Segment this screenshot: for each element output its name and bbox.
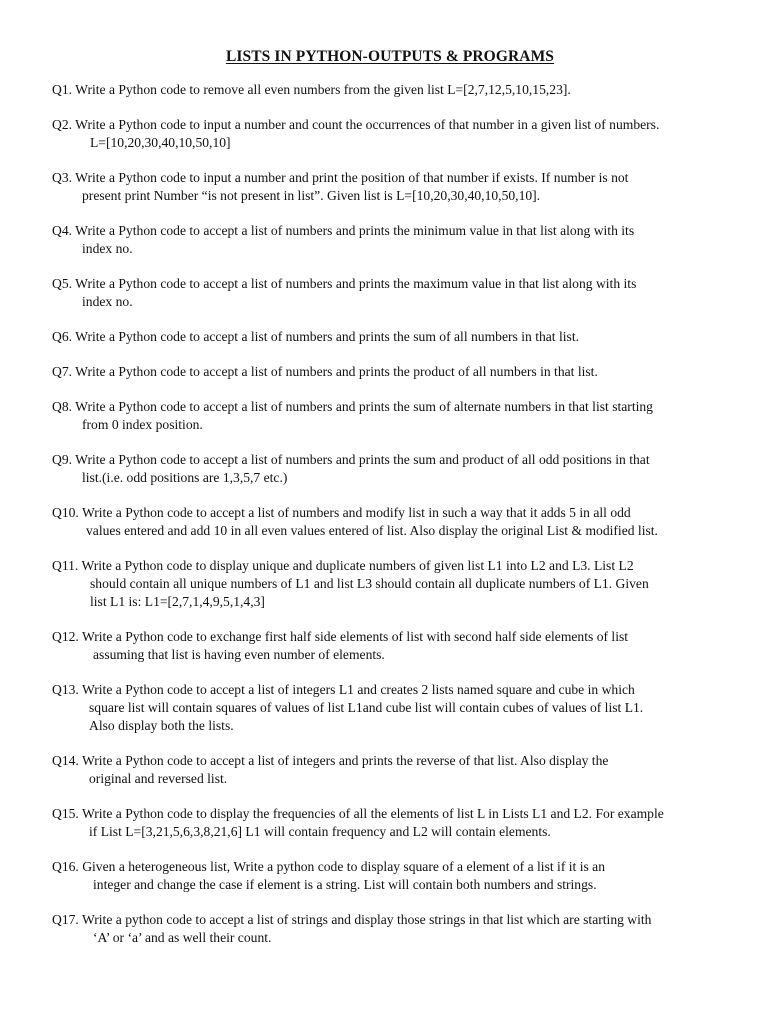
question-8-line-2: from 0 index position.: [82, 417, 203, 432]
question-14-line-2: original and reversed list.: [89, 771, 228, 786]
question-13-line-3: Also display both the lists.: [89, 718, 234, 733]
question-12: [52, 628, 728, 664]
question-2-line-1: Q2. Write a Python code to input a number and count the occurrences of that number in a given list of numbers.: [52, 117, 660, 132]
question-8-line-1: Q8. Write a Python code to accept a list of numbers and prints the sum of alternate numbers in that list starting: [52, 399, 653, 414]
question-3: [52, 169, 728, 205]
question-15-line-2: if List L=[3,21,5,6,3,8,21,6] L1 will contain frequency and L2 will contain elements.: [89, 824, 551, 839]
question-2: [52, 116, 728, 152]
question-17-line-2: ‘A’ or ‘a’ and as well their count.: [93, 930, 272, 945]
question-7: [52, 363, 728, 381]
question-6-line-1: Q6. Write a Python code to accept a list of numbers and prints the sum of all numbers in that list.: [52, 329, 579, 344]
question-5-line-2: index no.: [82, 294, 133, 309]
question-14-line-1: Q14. Write a Python code to accept a list of integers and prints the reverse of that list. Also display the: [52, 753, 609, 768]
question-9-line-2: list.(i.e. odd positions are 1,3,5,7 etc.): [82, 470, 288, 485]
question-9-line-1: Q9. Write a Python code to accept a list of numbers and prints the sum and product of all odd positions in that: [52, 452, 650, 467]
question-8: [52, 398, 728, 434]
question-10-line-1: Q10. Write a Python code to accept a list of numbers and modify list in such a way that it adds 5 in all odd: [52, 505, 631, 520]
question-11-line-3: list L1 is: L1=[2,7,1,4,9,5,1,4,3]: [90, 594, 265, 609]
question-6: [52, 328, 728, 346]
question-12-line-1: Q12. Write a Python code to exchange first half side elements of list with second half side elements of list: [52, 629, 629, 644]
question-4-line-2: index no.: [82, 241, 133, 256]
question-1: [52, 81, 728, 99]
question-5-line-1: Q5. Write a Python code to accept a list of numbers and prints the maximum value in that list along with its: [52, 276, 637, 291]
question-11: [52, 557, 728, 611]
question-3-line-2: present print Number “is not present in list”. Given list is L=[10,20,30,40,10,50,10].: [82, 188, 541, 203]
question-16-line-1: Q16. Given a heterogeneous list, Write a python code to display square of a element of a list if it is an: [52, 859, 606, 874]
question-13: [52, 681, 728, 735]
question-12-line-2: assuming that list is having even number of elements.: [93, 647, 385, 662]
question-1-line-1: Q1. Write a Python code to remove all even numbers from the given list L=[2,7,12,5,10,15,23].: [52, 82, 571, 97]
question-15: [52, 805, 728, 841]
question-11-line-1: Q11. Write a Python code to display unique and duplicate numbers of given list L1 into L2 and L3. List L2: [52, 558, 634, 573]
question-4-line-1: Q4. Write a Python code to accept a list of numbers and prints the minimum value in that list along with its: [52, 223, 635, 238]
question-4: [52, 222, 728, 258]
question-17-line-1: Q17. Write a python code to accept a list of strings and display those strings in that list which are starting with: [52, 912, 652, 927]
question-17: [52, 911, 728, 947]
question-2-line-2: L=[10,20,30,40,10,50,10]: [90, 135, 231, 150]
question-11-line-2: should contain all unique numbers of L1 and list L3 should contain all duplicate numbers of L1. Given: [90, 576, 649, 591]
question-9: [52, 451, 728, 487]
question-16-line-2: integer and change the case if element is a string. List will contain both numbers and strings.: [93, 877, 597, 892]
question-5: [52, 275, 728, 311]
document-title: LISTS IN PYTHON-OUTPUTS & PROGRAMS: [225, 48, 555, 65]
question-14: [52, 752, 728, 788]
question-list: [52, 81, 728, 947]
question-13-line-2: square list will contain squares of values of list L1and cube list will contain cubes of values of list L1.: [89, 700, 644, 715]
question-16: [52, 858, 728, 894]
question-15-line-1: Q15. Write a Python code to display the frequencies of all the elements of list L in Lists L1 and L2. For example: [52, 806, 664, 821]
question-3-line-1: Q3. Write a Python code to input a number and print the position of that number if exists. If number is not: [52, 170, 629, 185]
question-7-line-1: Q7. Write a Python code to accept a list of numbers and prints the product of all numbers in that list.: [52, 364, 598, 379]
question-10: [52, 504, 728, 540]
question-10-line-2: values entered and add 10 in all even values entered of list. Also display the original List & modified list.: [86, 523, 658, 538]
question-13-line-1: Q13. Write a Python code to accept a list of integers L1 and creates 2 lists named square and cube in which: [52, 682, 635, 697]
